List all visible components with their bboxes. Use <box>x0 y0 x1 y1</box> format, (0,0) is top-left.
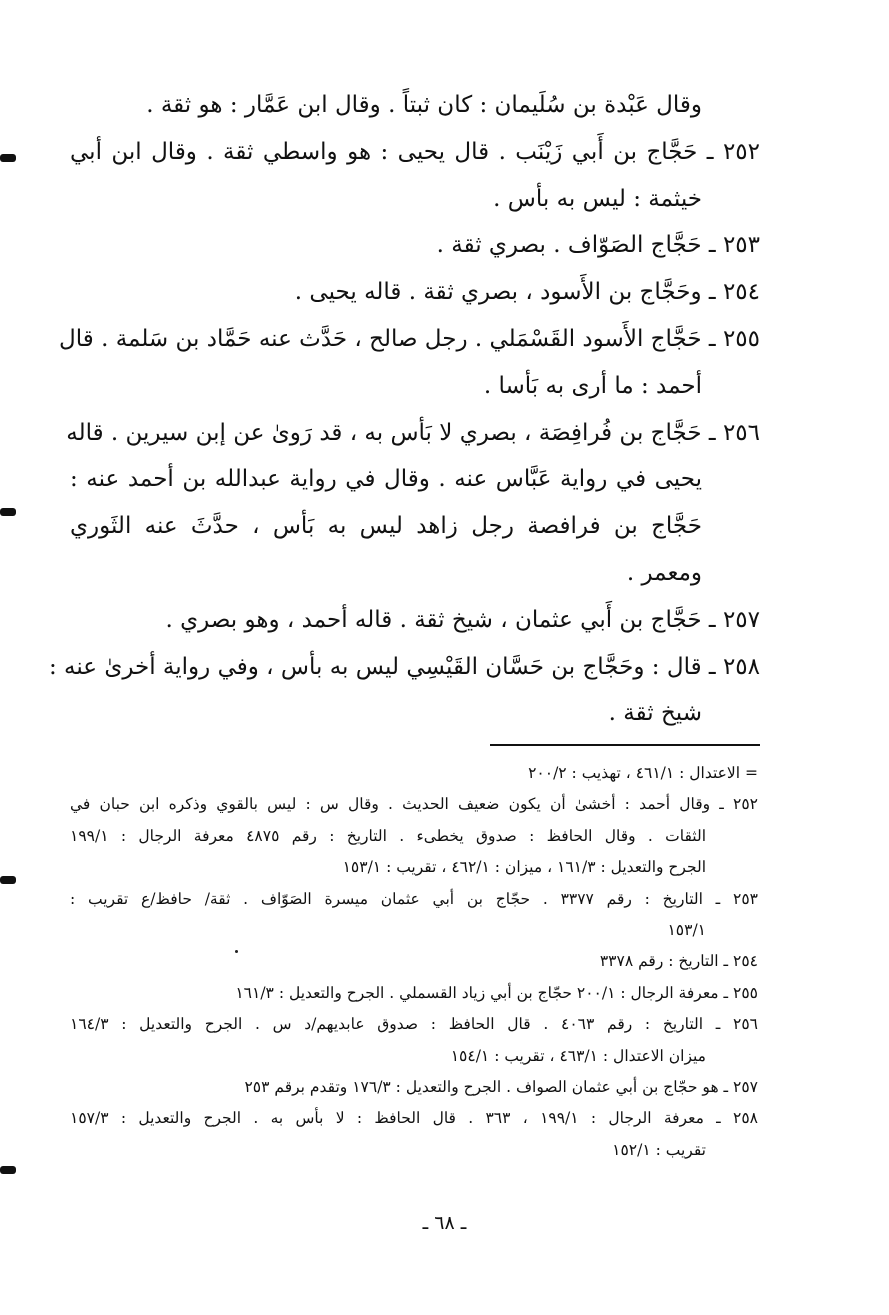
text-line: حَجَّاج بن فرافصة رجل زاهد ليس به بَأس ، حدَّثَ عنه الثَوري <box>70 513 702 540</box>
text-line: أحمد : ما أرى به بَأسا . <box>483 372 702 399</box>
text-line: يحيى في رواية عَبَّاس عنه . وقال في رواية عبدالله بن أحمد عنه : <box>70 466 702 493</box>
entry-253-line: ٢٥٣ ـ حَجَّاج الصَوّاف . بصري ثقة . <box>436 232 760 259</box>
footnote-252-line: ٢٥٢ ـ وقال أحمد : أخشىٰ أن يكون ضعيف الحديث . وقال س : ليس بالقوي وذكره ابن حبان في <box>70 795 758 814</box>
entry-258-line: ٢٥٨ ـ قال : وحَجَّاج بن حَسَّان القَيْسِي ليس به بأس ، وفي رواية أخرىٰ عنه : <box>48 653 760 680</box>
footnote-line: = الاعتدال : ٤٦١/١ ، تهذيب : ٢٠٠/٢ <box>528 764 758 782</box>
footnote-line: ١٥٣/١ <box>667 920 706 939</box>
text-line: خيثمة : ليس به بأس . <box>493 185 702 212</box>
footnote-line: الجرح والتعديل : ١٦١/٣ ، ميزان : ٤٦٢/١ ، تقريب : ١٥٣/١ <box>342 858 706 877</box>
text-line: ومعمر . <box>626 559 702 586</box>
footnote-separator <box>490 744 760 746</box>
text-line: شيخ ثقة . <box>608 700 702 727</box>
entry-254-line: ٢٥٤ ـ وحَجَّاج بن الأَسود ، بصري ثقة . قاله يحيى . <box>294 279 760 306</box>
footnote-253-line: ٢٥٣ ـ التاريخ : رقم ٣٣٧٧ . حجّاج بن أبي عثمان ميسرة الصَوّاف . ثقة/ حافظ/ع تقريب : <box>70 889 758 908</box>
binding-mark <box>0 154 16 162</box>
entry-252-line: ٢٥٢ ـ حَجَّاج بن أَبي زَيْنَب . قال يحيى : هو واسطي ثقة . وقال ابن أبي <box>70 138 760 165</box>
footnote-255-line: ٢٥٥ ـ معرفة الرجال : ٢٠٠/١ حجّاج بن أبي زياد القسملي . الجرح والتعديل : ١٦١/٣ <box>235 983 758 1002</box>
page-number: ـ ٦٨ ـ <box>422 1212 467 1234</box>
footnotes <box>70 758 758 1166</box>
footnote-254-line: ٢٥٤ ـ التاريخ : رقم ٣٣٧٨ <box>599 952 758 971</box>
entry-255-line: ٢٥٥ ـ حَجَّاج الأَسود القَسْمَلي . رجل صالح ، حَدَّث عنه حَمَّاد بن سَلمة . قال <box>59 325 760 352</box>
entry-257-line: ٢٥٧ ـ حَجَّاج بن أَبي عثمان ، شيخ ثقة . قاله أحمد ، وهو بصري . <box>165 606 760 633</box>
entry-256-line: ٢٥٦ ـ حَجَّاج بن فُرافِصَة ، بصري لا بَأس به ، قد رَوىٰ عن إبن سيرين . قاله <box>66 419 760 446</box>
footnote-256-line: ٢٥٦ ـ التاريخ : رقم ٤٠٦٣ . قال الحافظ : صدوق عابديهم/د س . الجرح والتعديل : ١٦٤/٣ <box>70 1015 758 1034</box>
binding-mark <box>0 876 16 884</box>
footnote-line: تقريب : ١٥٢/١ <box>612 1140 706 1159</box>
scan-speck <box>235 950 238 953</box>
binding-mark <box>0 508 16 516</box>
main-text <box>48 82 760 737</box>
footnote-258-line: ٢٥٨ ـ معرفة الرجال : ١٩٩/١ ، ٣٦٣ . قال الحافظ : لا بأس به . الجرح والتعديل : ١٥٧/٣ <box>70 1109 758 1128</box>
footnote-line: ميزان الاعتدال : ٤٦٣/١ ، تقريب : ١٥٤/١ <box>450 1046 706 1065</box>
text-line: وقال عَبْدة بن سُلَيمان : كان ثبتاً . وقال ابن عَمَّار : هو ثقة . <box>146 92 702 118</box>
binding-mark <box>0 1166 16 1174</box>
footnote-257-line: ٢٥٧ ـ هو حجّاج بن أبي عثمان الصواف . الجرح والتعديل : ١٧٦/٣ وتقدم برقم ٢٥٣ <box>244 1077 758 1096</box>
footnote-line: الثقات . وقال الحافظ : صدوق يخطىء . التاريخ : رقم ٤٨٧٥ معرفة الرجال : ١٩٩/١ <box>70 826 706 845</box>
